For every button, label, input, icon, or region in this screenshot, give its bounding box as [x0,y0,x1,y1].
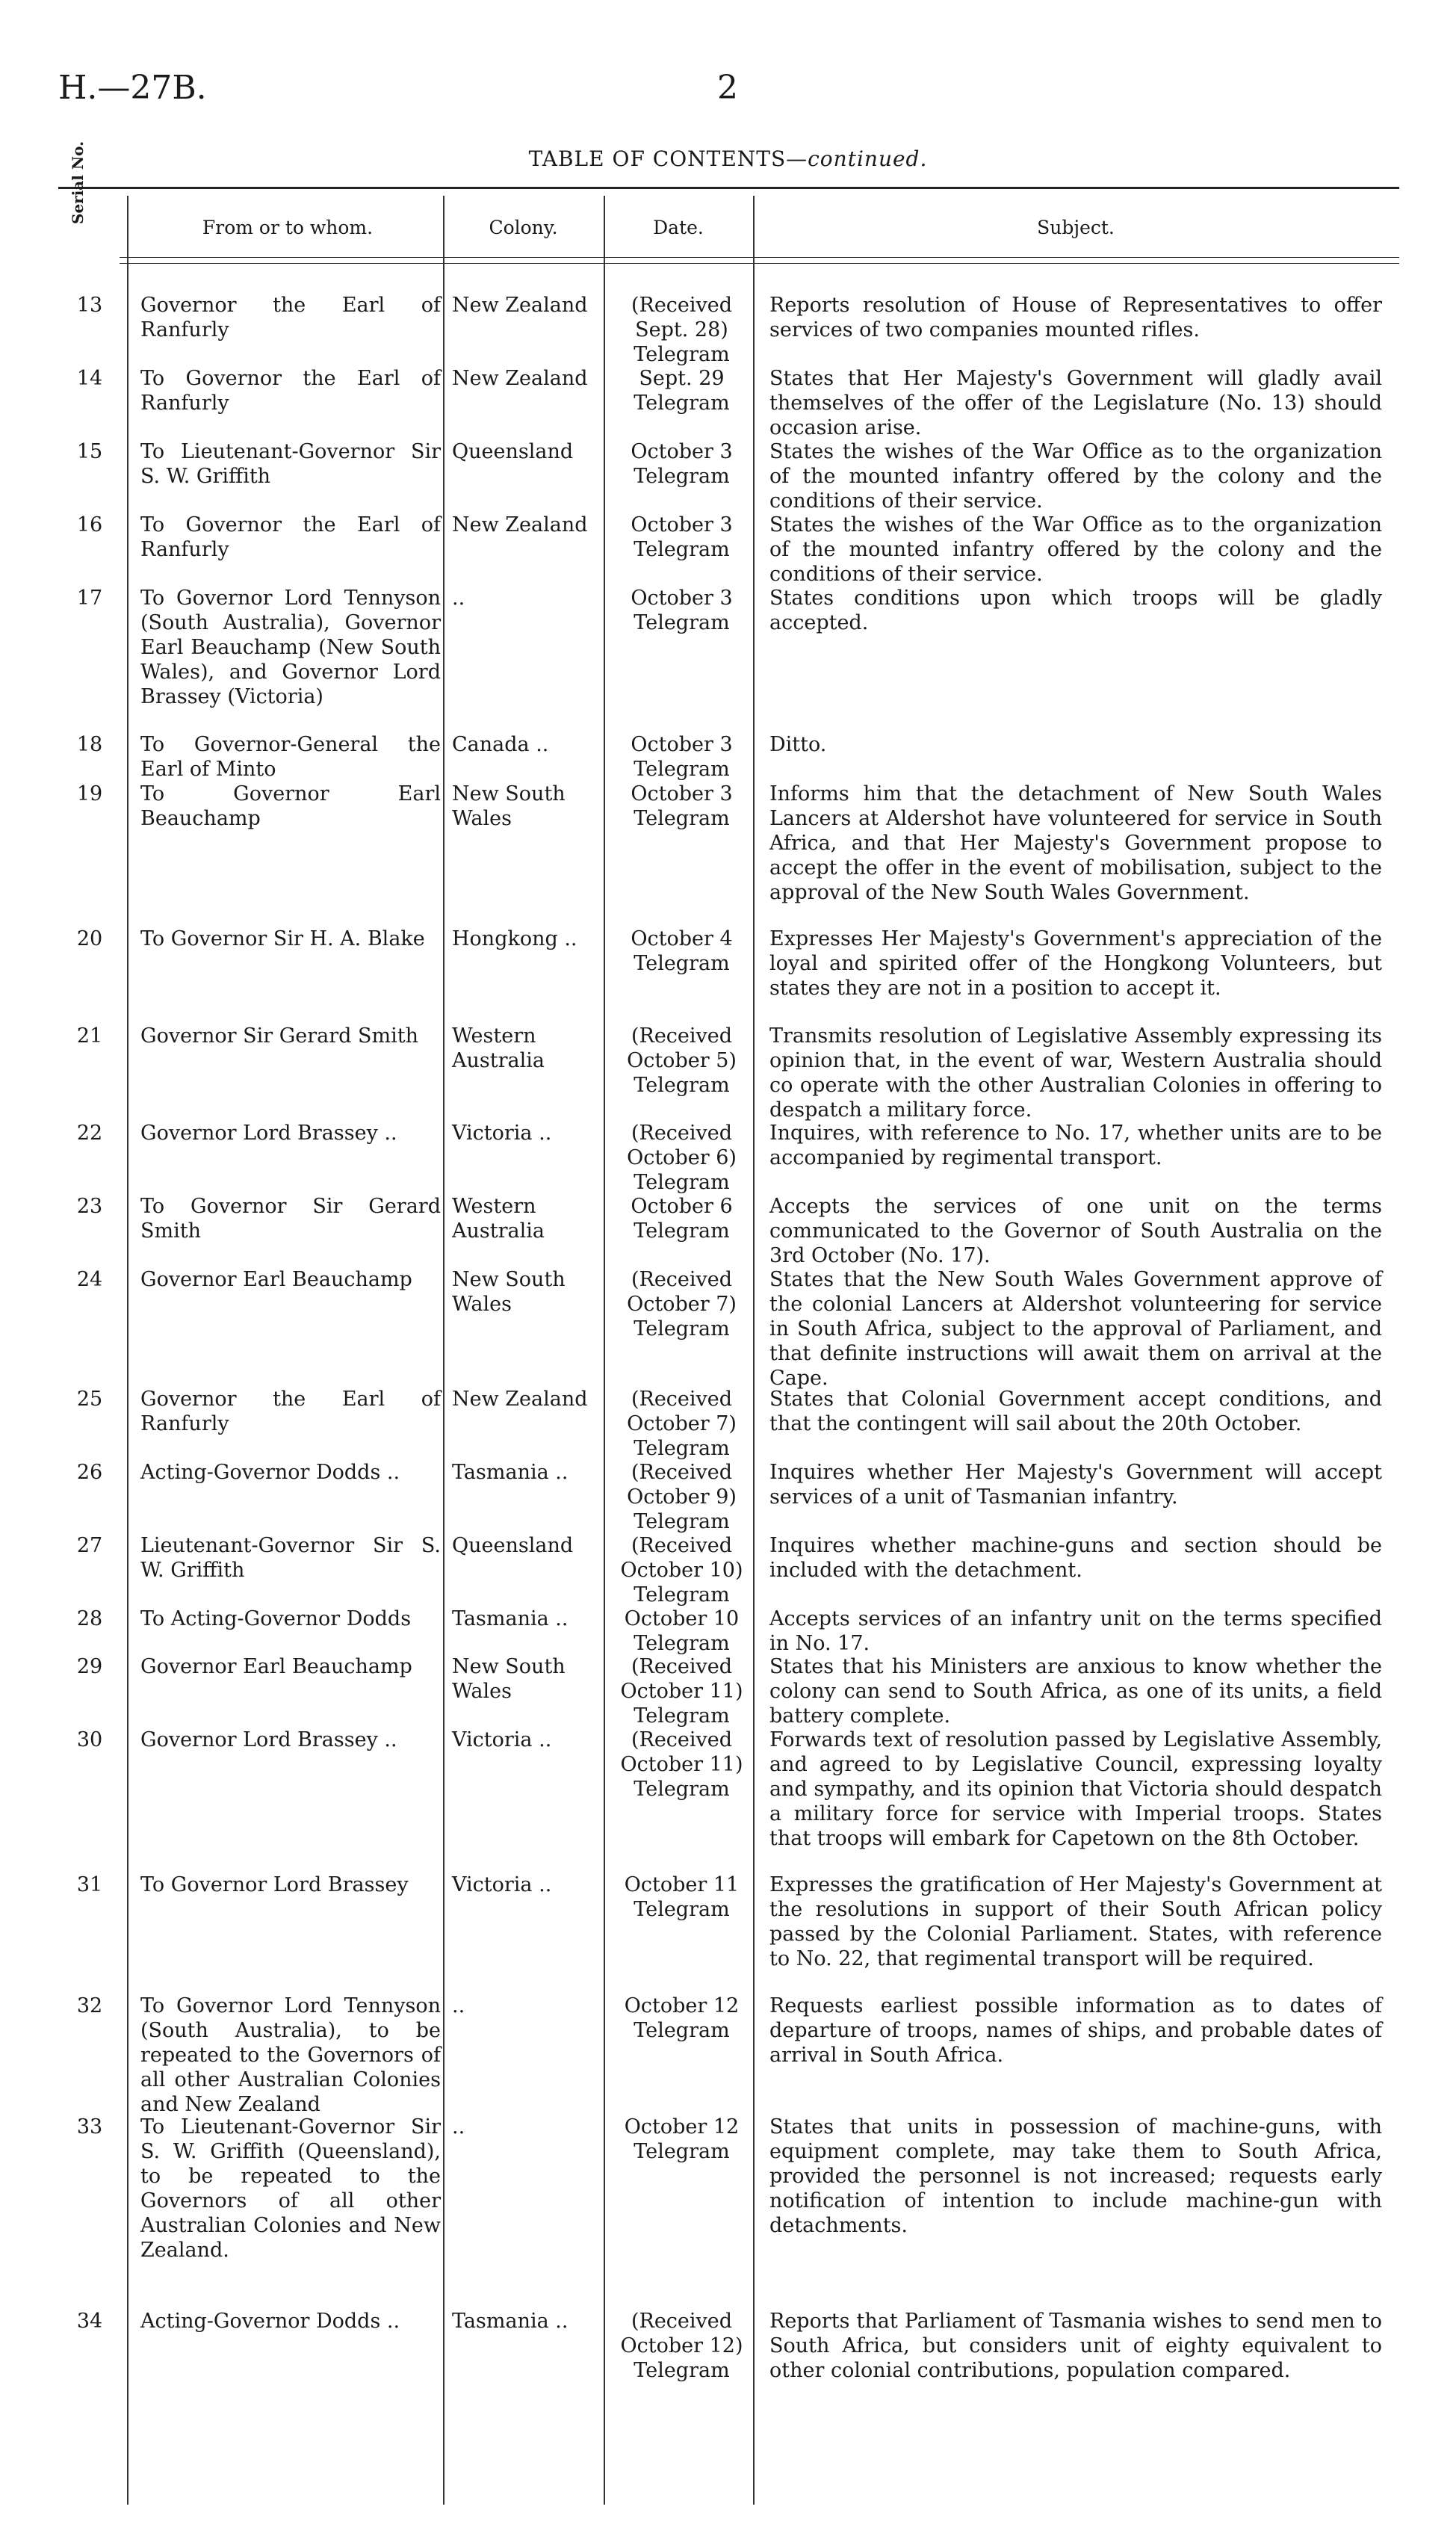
row-23-serial-number: 23 [76,1195,103,1218]
row-18-from-or-to-whom: To Governor-General the Earl of Minto [140,733,441,781]
row-26-subject: Inquires whether Her Majesty's Government will accept services of a unit of Tasmanian infantry. [769,1461,1382,1509]
row-25-subject: States that Colonial Government accept conditions, and that the contingent will sail about the 20th October. [769,1388,1382,1435]
row-17-subject: States conditions upon which troops will be gladly accepted. [769,587,1382,634]
header-rule-lower [120,263,1399,264]
row-33-subject: States that units in possession of machine-guns, with equipment complete, may take them to South Africa, provided the personnel is not increased; requests early notification of intention to include machine-gun with detachments. [769,2115,1382,2237]
row-25-from-or-to-whom: Governor the Earl of Ranfurly [140,1388,441,1435]
row-18-colony: Canada .. [452,733,549,756]
row-17-date: October 3 Telegram [631,587,733,634]
row-32-from-or-to-whom: To Governor Lord Tennyson (South Australia), to be repeated to the Governors of all other Australian Colonies and New Zealand [140,1994,441,2116]
row-16-colony: New Zealand [452,513,588,536]
column-header-serial: Serial No. [69,140,87,224]
row-13-colony: New Zealand [452,294,588,317]
row-15-colony: Queensland [452,440,574,463]
row-21-date: (Received October 5) Telegram [627,1024,737,1097]
column-header-date: Date. [653,217,704,238]
row-28-subject: Accepts services of an infantry unit on the terms specified in No. 17. [769,1607,1382,1655]
row-21-colony: Western Australia [452,1024,545,1072]
row-23-from-or-to-whom: To Governor Sir Gerard Smith [140,1195,441,1243]
row-23-date: October 6 Telegram [631,1195,733,1243]
row-20-serial-number: 20 [76,927,103,950]
table-title-suffix: —continued. [786,146,928,171]
row-14-subject: States that Her Majesty's Government will gladly avail themselves of the offer of the Legislature (No. 13) should occasion arise. [769,367,1382,439]
column-header-from: From or to whom. [202,217,374,238]
divider-serial [127,196,128,2505]
table-title [0,146,1456,171]
row-30-subject: Forwards text of resolution passed by Legislative Assembly, and agreed to by Legislative Council, expressing loyalty and sympathy, and its opinion that Victoria should despatch a military force for service with Imperial troops. States that troops will embark for Capetown on the 8th October. [769,1728,1382,1850]
row-26-from-or-to-whom: Acting-Governor Dodds .. [140,1461,400,1484]
row-29-serial-number: 29 [76,1655,103,1678]
row-24-colony: New South Wales [452,1268,566,1316]
row-21-serial-number: 21 [76,1024,103,1048]
row-28-date: October 10 Telegram [624,1607,740,1655]
row-21-from-or-to-whom: Governor Sir Gerard Smith [140,1024,419,1048]
row-22-date: (Received October 6) Telegram [627,1122,737,1194]
row-30-date: (Received October 11) Telegram [620,1728,743,1801]
row-18-date: October 3 Telegram [631,733,733,781]
header-rule-upper [120,257,1399,258]
row-16-from-or-to-whom: To Governor the Earl of Ranfurly [140,513,441,561]
row-15-subject: States the wishes of the War Office as to the organization of the mounted infantry offered by the colony and the conditions of their service. [769,440,1382,513]
row-14-from-or-to-whom: To Governor the Earl of Ranfurly [140,367,441,415]
row-14-colony: New Zealand [452,367,588,390]
row-13-from-or-to-whom: Governor the Earl of Ranfurly [140,294,441,341]
row-34-date: (Received October 12) Telegram [620,2310,743,2382]
row-32-colony: .. [452,1994,465,2017]
divider-from [443,196,444,2505]
row-32-date: October 12 Telegram [624,1994,740,2042]
row-19-serial-number: 19 [76,782,103,805]
row-19-from-or-to-whom: To Governor Earl Beauchamp [140,782,441,830]
row-13-date: (Received Sept. 28) Telegram [631,294,733,366]
row-19-subject: Informs him that the detachment of New South Wales Lancers at Aldershot have volunteered for service in South Africa, and that Her Majesty's Government propose to accept the offer in the event of mobilisation, subject to the approval of the New South Wales Government. [769,782,1382,904]
row-34-colony: Tasmania .. [452,2310,569,2333]
row-18-subject: Ditto. [769,733,827,756]
row-26-colony: Tasmania .. [452,1461,569,1484]
row-14-date: Sept. 29 Telegram [633,367,730,415]
row-20-date: October 4 Telegram [631,927,733,975]
row-32-subject: Requests earliest possible information as to dates of departure of troops, names of ships, and probable dates of arrival in South Africa. [769,1994,1382,2067]
row-23-subject: Accepts the services of one unit on the terms communicated to the Governor of South Australia on the 3rd October (No. 17). [769,1195,1382,1267]
row-33-date: October 12 Telegram [624,2115,740,2163]
row-34-from-or-to-whom: Acting-Governor Dodds .. [140,2310,400,2333]
top-rule [58,187,1399,189]
row-31-colony: Victoria .. [452,1873,552,1896]
row-22-from-or-to-whom: Governor Lord Brassey .. [140,1122,397,1145]
row-20-colony: Hongkong .. [452,927,577,950]
row-30-colony: Victoria .. [452,1728,552,1751]
row-27-colony: Queensland [452,1534,574,1557]
row-26-serial-number: 26 [76,1461,103,1484]
row-21-subject: Transmits resolution of Legislative Assembly expressing its opinion that, in the event of war, Western Australia should co operate with the other Australian Colonies in offering to despatch a military force. [769,1024,1382,1122]
row-29-colony: New South Wales [452,1655,566,1703]
column-header-subject: Subject. [1037,217,1115,238]
divider-colony [604,196,605,2505]
row-26-date: (Received October 9) Telegram [627,1461,737,1533]
row-27-serial-number: 27 [76,1534,103,1557]
row-24-from-or-to-whom: Governor Earl Beauchamp [140,1268,412,1291]
row-27-subject: Inquires whether machine-guns and section should be included with the detachment. [769,1534,1382,1582]
row-16-serial-number: 16 [76,513,103,536]
row-25-colony: New Zealand [452,1388,588,1411]
row-18-serial-number: 18 [76,733,103,756]
row-15-date: October 3 Telegram [631,440,733,488]
row-31-serial-number: 31 [76,1873,103,1896]
row-34-subject: Reports that Parliament of Tasmania wishes to send men to South Africa, but considers unit of eighty equivalent to other colonial contributions, population compared. [769,2310,1382,2382]
row-13-serial-number: 13 [76,294,103,317]
row-23-colony: Western Australia [452,1195,545,1243]
row-28-from-or-to-whom: To Acting-Governor Dodds [140,1607,412,1630]
row-14-serial-number: 14 [76,367,103,390]
row-30-serial-number: 30 [76,1728,103,1751]
row-32-serial-number: 32 [76,1994,103,2017]
row-28-colony: Tasmania .. [452,1607,569,1630]
row-16-date: October 3 Telegram [631,513,733,561]
row-29-date: (Received October 11) Telegram [620,1655,743,1728]
row-22-subject: Inquires, with reference to No. 17, whether units are to be accompanied by regimental transport. [769,1122,1382,1169]
column-header-colony: Colony. [489,217,558,238]
row-19-date: October 3 Telegram [631,782,733,830]
row-24-subject: States that the New South Wales Government approve of the colonial Lancers at Aldershot volunteering for service in South Africa, subject to the approval of Parliament, and that definite instructions will await them on arrival at the Cape. [769,1268,1382,1390]
row-29-from-or-to-whom: Governor Earl Beauchamp [140,1655,412,1678]
row-16-subject: States the wishes of the War Office as to the organization of the mounted infantry offered by the colony and the conditions of their service. [769,513,1382,586]
row-17-colony: .. [452,587,465,610]
row-25-date: (Received October 7) Telegram [627,1388,737,1460]
row-17-from-or-to-whom: To Governor Lord Tennyson (South Australia), Governor Earl Beauchamp (New South Wales), and Governor Lord Brassey (Victoria) [140,587,441,708]
row-20-subject: Expresses Her Majesty's Government's appreciation of the loyal and spirited offer of the Hongkong Volunteers, but states they are not in a position to accept it. [769,927,1382,1000]
row-15-from-or-to-whom: To Lieutenant-Governor Sir S. W. Griffith [140,440,441,488]
row-25-serial-number: 25 [76,1388,103,1411]
row-31-subject: Expresses the gratification of Her Majesty's Government at the resolutions in support of their South African policy passed by the Colonial Parliament. States, with reference to No. 22, that regimental transport will be required. [769,1873,1382,1970]
row-15-serial-number: 15 [76,440,103,463]
row-29-subject: States that his Ministers are anxious to know whether the colony can send to South Africa, as one of its units, a field battery complete. [769,1655,1382,1728]
row-34-serial-number: 34 [76,2310,103,2333]
page-number: 2 [717,69,738,107]
row-28-serial-number: 28 [76,1607,103,1630]
row-24-serial-number: 24 [76,1268,103,1291]
row-24-date: (Received October 7) Telegram [627,1268,737,1340]
row-33-serial-number: 33 [76,2115,103,2139]
row-27-date: (Received October 10) Telegram [620,1534,743,1606]
row-31-from-or-to-whom: To Governor Lord Brassey [140,1873,409,1896]
row-19-colony: New South Wales [452,782,566,830]
row-30-from-or-to-whom: Governor Lord Brassey .. [140,1728,397,1751]
row-17-serial-number: 17 [76,587,103,610]
row-13-subject: Reports resolution of House of Representatives to offer services of two companies mounted rifles. [769,294,1382,341]
row-33-colony: .. [452,2115,465,2139]
table-title-main: TABLE OF CONTENTS [528,146,787,171]
row-22-serial-number: 22 [76,1122,103,1145]
row-20-from-or-to-whom: To Governor Sir H. A. Blake [140,927,425,950]
row-22-colony: Victoria .. [452,1122,552,1145]
row-33-from-or-to-whom: To Lieutenant-Governor Sir S. W. Griffith (Queensland), to be repeated to the Governors of all other Australian Colonies and New Zealand. [140,2115,441,2262]
row-31-date: October 11 Telegram [624,1873,740,1921]
page-reference: H.—27B. [58,69,207,107]
row-27-from-or-to-whom: Lieutenant-Governor Sir S. W. Griffith [140,1534,441,1582]
